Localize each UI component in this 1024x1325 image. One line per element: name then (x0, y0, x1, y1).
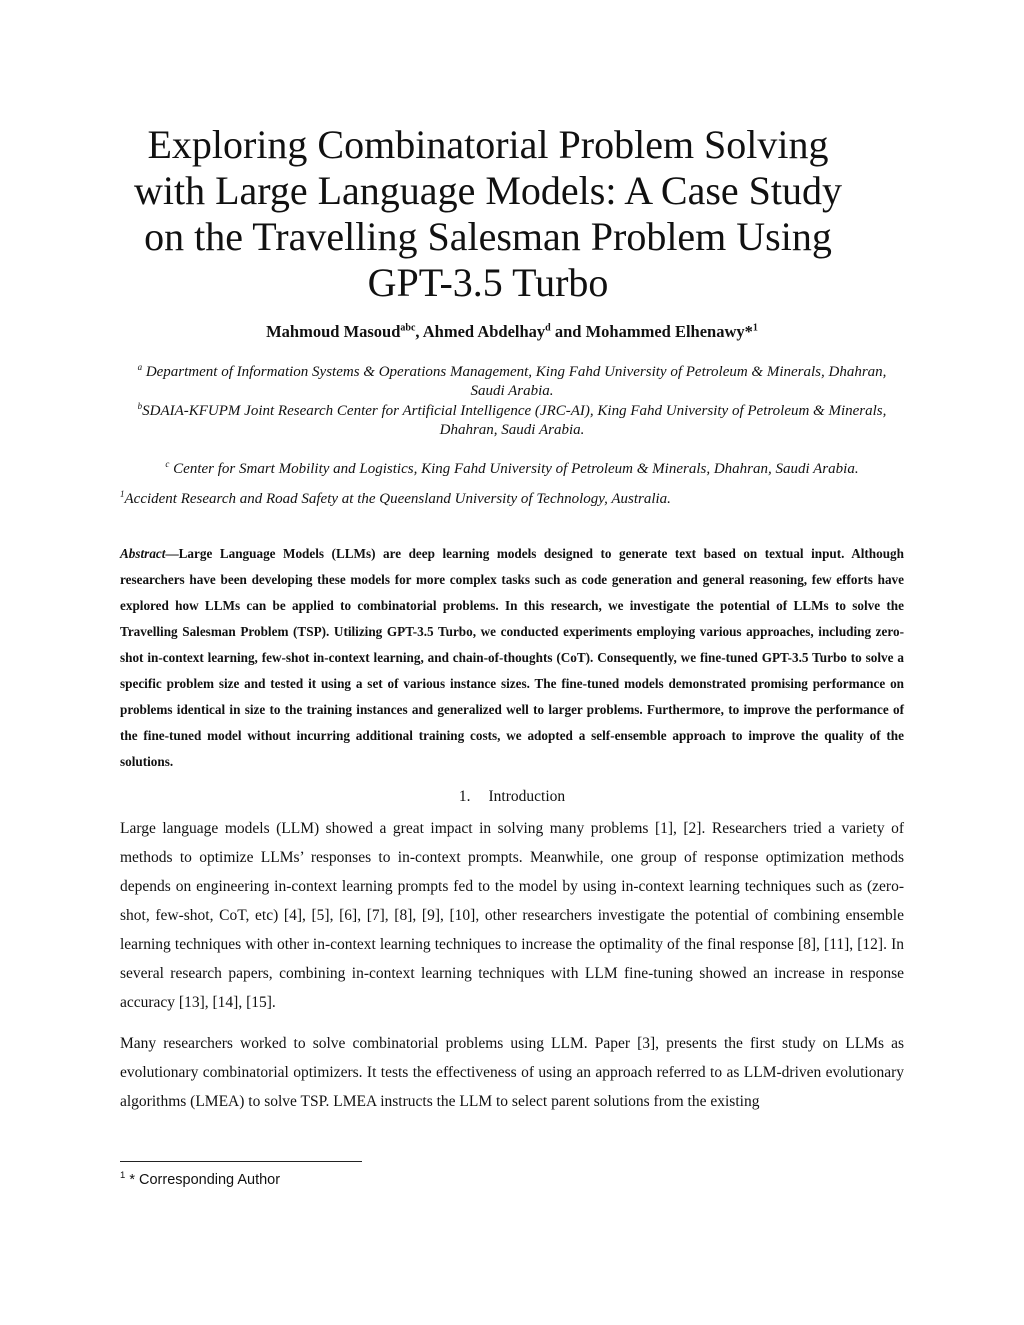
footnote-text: * Corresponding Author (125, 1171, 281, 1188)
body-paragraph: Many researchers worked to solve combinatorial problems using LLM. Paper [3], presents the first study on LLMs as evolutionary combinatorial optimizers. It tests the effectiveness of using an approach referred to as LLM-driven evolutionary algorithms (LMEA) to solve TSP. LMEA instructs the LLM to select parent solutions from the existing (120, 1035, 904, 1110)
author-name: Mohammed Elhenawy* (585, 322, 753, 341)
affiliation-a (120, 358, 904, 401)
affiliation-text: Department of Information Systems & Operations Management, King Fahd University of Petroleum & Minerals, Dhahran, Saudi Arabia. (142, 364, 887, 399)
section-title: Introduction (488, 788, 566, 805)
affiliation-marker: 1 (120, 489, 125, 499)
abstract-text: Large Language Models (LLMs) are deep learning models designed to generate text based on textual input. Although researchers have been developing these models for more complex tasks such as code generation and general reasoning, few efforts have explored how LLMs can be applied to combinatorial problems. In this research, we investigate the potential of LLMs to solve the Travelling Salesman Problem (TSP). Utilizing GPT-3.5 Turbo, we conducted experiments employing various approaches, including zero-shot in-context learning, few-shot in-context learning, and chain-of-thoughts (CoT). Consequently, we fine-tuned GPT-3.5 Turbo to solve a specific problem size and tested it using a set of various instance sizes. The fine-tuned models demonstrated promising performance on problems identical in size to the training instances and generalized well to larger problems. Furthermore, to improve the performance of the fine-tuned model without incurring additional training costs, we adopted a self-ensemble approach to improve the quality of the solutions. (120, 546, 904, 769)
author-list (120, 322, 904, 342)
affiliation-b (120, 397, 904, 440)
abstract-label: Abstract (120, 546, 166, 561)
section-number: 1. (458, 788, 471, 805)
affiliation-marker: b (137, 401, 143, 411)
affiliation-text: Accident Research and Road Safety at the Queensland University of Technology, Australia. (124, 491, 671, 507)
section-heading-introduction (120, 788, 904, 806)
title-line: with Large Language Models: A Case Study (133, 168, 843, 213)
author-affiliation-marker: d (545, 322, 551, 334)
affiliation-marker: a (137, 362, 143, 372)
paper-title (110, 122, 866, 306)
author-name: Ahmed Abdelhay (422, 322, 546, 341)
affiliation-text: Center for Smart Mobility and Logistics, King Fahd University of Petroleum & Minerals, Dhahran, Saudi Arabia. (169, 461, 859, 477)
footnote-divider (120, 1161, 362, 1162)
affiliation-c (120, 455, 904, 479)
author-name: Mahmoud Masoud (266, 322, 401, 341)
title-line: Exploring Combinatorial Problem Solving (147, 122, 829, 167)
author-separator: and (550, 322, 586, 341)
affiliation-marker: c (165, 459, 170, 469)
title-line: on the Travelling Salesman Problem Using (144, 214, 832, 259)
affiliation-text: SDAIA-KFUPM Joint Research Center for Artificial Intelligence (JRC-AI), King Fahd University of Petroleum & Minerals, Dhahran, Saudi Arabia. (142, 403, 887, 438)
abstract (120, 541, 904, 775)
abstract-dash: — (165, 546, 179, 561)
author-affiliation-marker: abc (400, 322, 416, 334)
author-separator: , (415, 322, 423, 341)
title-line: GPT-3.5 Turbo (367, 260, 609, 305)
affiliation-1 (120, 485, 904, 509)
author-affiliation-marker: 1 (752, 322, 758, 334)
footnote (120, 1170, 280, 1188)
footnote-marker: 1 (120, 1170, 126, 1181)
body-paragraph: Large language models (LLM) showed a great impact in solving many problems [1], [2]. Researchers tried a variety of methods to optimize LLMs’ responses to in-context prompts. Meanwhile, one group of response optimization methods depends on engineering in-context learning prompts fed to the model by using in-context learning techniques such as (zero-shot, few-shot, CoT, etc) [4], [5], [6], [7], [8], [9], [10], other researchers investigate the potential of combining ensemble learning techniques with other in-context learning techniques to increase the optimality of the final response [8], [11], [12]. In several research papers, combining in-context learning techniques with LLM fine-tuning showed an increase in response accuracy [13], [14], [15]. (120, 820, 904, 1011)
